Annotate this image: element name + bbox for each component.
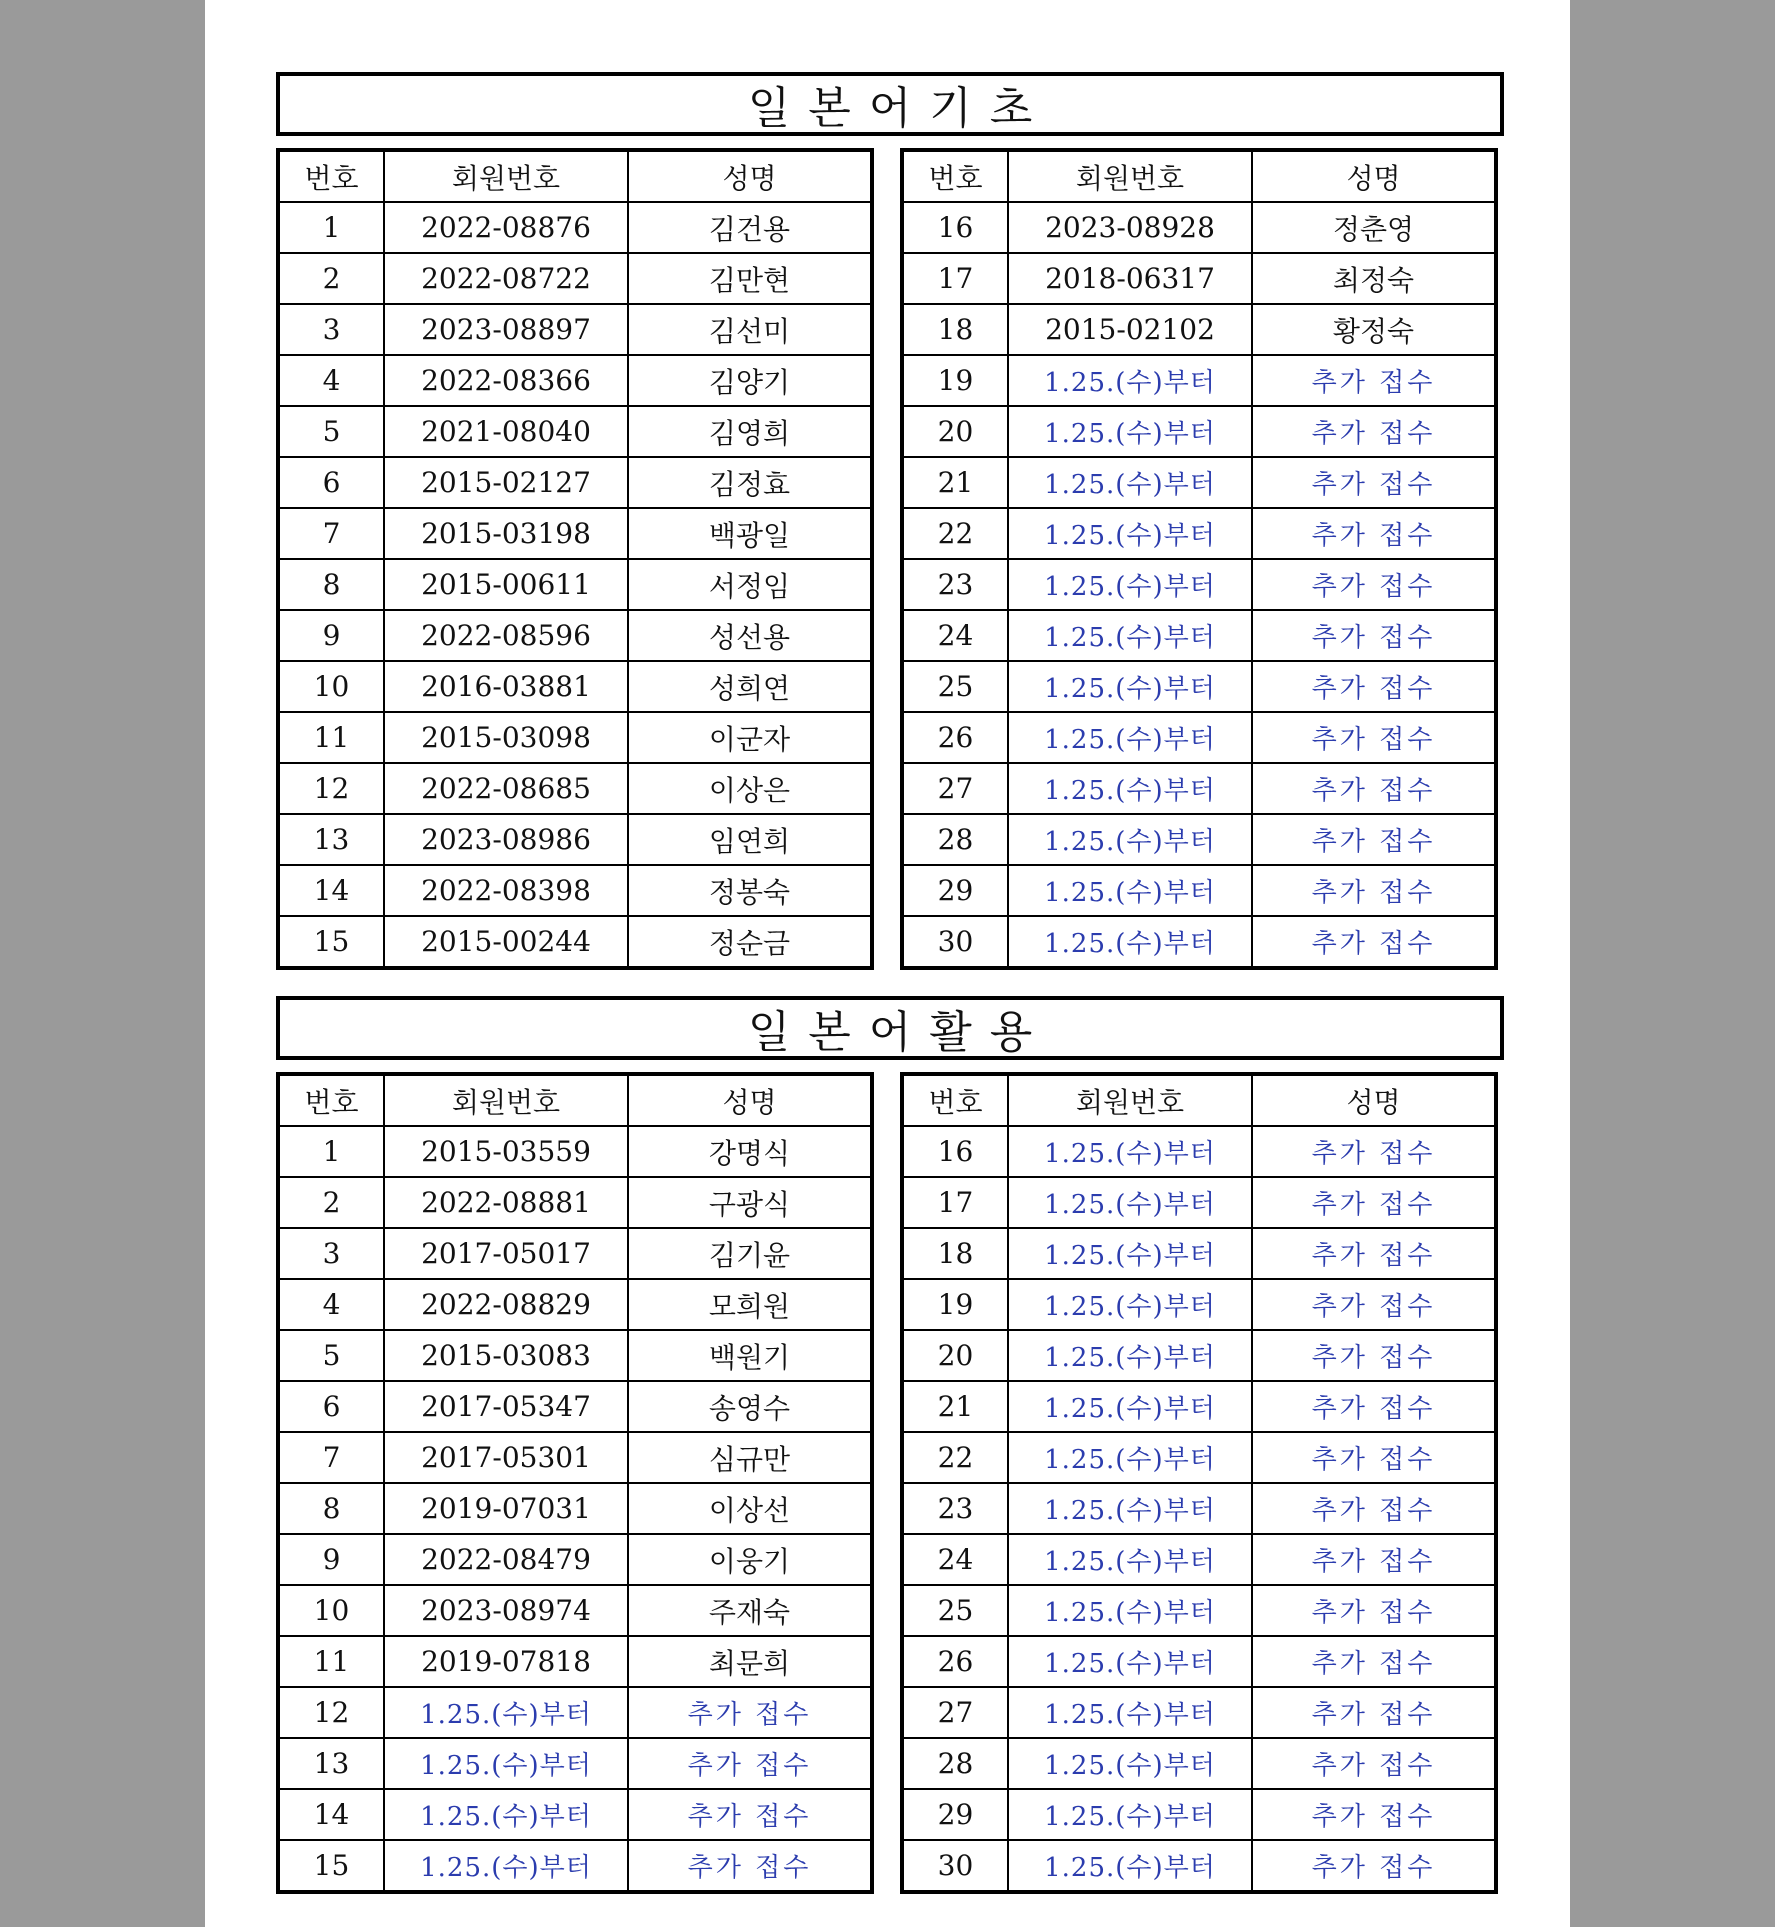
member-name: 김기윤: [628, 1228, 872, 1279]
table-row: [278, 1840, 872, 1892]
table-row: [278, 355, 872, 406]
table-header-row: [902, 150, 1496, 202]
member-name: 추가 접수: [1252, 763, 1496, 814]
table-header-row: [902, 1074, 1496, 1126]
row-number: 21: [902, 457, 1008, 508]
header-name: 성명: [1252, 150, 1496, 202]
member-id: 1.25.(수)부터: [1008, 916, 1252, 968]
member-id: 2016-03881: [384, 661, 628, 712]
member-id: 1.25.(수)부터: [1008, 865, 1252, 916]
member-id: 1.25.(수)부터: [1008, 712, 1252, 763]
member-name: 추가 접수: [628, 1687, 872, 1738]
document-page: [205, 0, 1570, 1927]
member-id: 1.25.(수)부터: [1008, 1789, 1252, 1840]
member-id: 2017-05347: [384, 1381, 628, 1432]
member-name: 이상은: [628, 763, 872, 814]
table-header-row: [278, 1074, 872, 1126]
table-row: [902, 253, 1496, 304]
header-number: 번호: [278, 1074, 384, 1126]
table-row: [278, 865, 872, 916]
member-name: 정순금: [628, 916, 872, 968]
table-row: [902, 202, 1496, 253]
member-name: 주재숙: [628, 1585, 872, 1636]
table-row: [902, 712, 1496, 763]
header-name: 성명: [628, 150, 872, 202]
section-title: 일본어기초: [276, 72, 1504, 136]
member-id: 2015-03098: [384, 712, 628, 763]
table-row: [278, 508, 872, 559]
row-number: 26: [902, 1636, 1008, 1687]
table-row: [902, 814, 1496, 865]
member-name: 김양기: [628, 355, 872, 406]
member-id: 2022-08829: [384, 1279, 628, 1330]
header-name: 성명: [1252, 1074, 1496, 1126]
member-name: 추가 접수: [1252, 1177, 1496, 1228]
member-name: 추가 접수: [1252, 1789, 1496, 1840]
member-id: 1.25.(수)부터: [1008, 559, 1252, 610]
table-row: [278, 1279, 872, 1330]
table-row: [902, 304, 1496, 355]
table-row: [278, 661, 872, 712]
member-id: 2022-08881: [384, 1177, 628, 1228]
table-row: [278, 610, 872, 661]
row-number: 1: [278, 1126, 384, 1177]
roster-table-right: [900, 1072, 1498, 1894]
member-name: 이웅기: [628, 1534, 872, 1585]
member-id: 1.25.(수)부터: [1008, 1177, 1252, 1228]
member-id: 1.25.(수)부터: [1008, 1636, 1252, 1687]
member-id: 1.25.(수)부터: [1008, 457, 1252, 508]
table-row: [278, 559, 872, 610]
member-id: 2022-08398: [384, 865, 628, 916]
member-id: 1.25.(수)부터: [1008, 814, 1252, 865]
table-row: [278, 253, 872, 304]
row-number: 22: [902, 1432, 1008, 1483]
member-id: 2021-08040: [384, 406, 628, 457]
roster-tables: [276, 148, 1504, 960]
table-row: [902, 916, 1496, 968]
member-name: 최문희: [628, 1636, 872, 1687]
row-number: 7: [278, 1432, 384, 1483]
member-name: 황정숙: [1252, 304, 1496, 355]
member-name: 추가 접수: [1252, 1432, 1496, 1483]
member-name: 추가 접수: [1252, 1687, 1496, 1738]
row-number: 9: [278, 610, 384, 661]
table-row: [278, 1789, 872, 1840]
table-row: [278, 1126, 872, 1177]
table-row: [902, 1840, 1496, 1892]
row-number: 19: [902, 355, 1008, 406]
table-row: [902, 457, 1496, 508]
row-number: 13: [278, 1738, 384, 1789]
member-id: 2019-07818: [384, 1636, 628, 1687]
member-name: 김만현: [628, 253, 872, 304]
table-row: [902, 355, 1496, 406]
row-number: 28: [902, 1738, 1008, 1789]
row-number: 6: [278, 457, 384, 508]
table-row: [902, 763, 1496, 814]
header-name: 성명: [628, 1074, 872, 1126]
table-row: [902, 1789, 1496, 1840]
table-row: [278, 1585, 872, 1636]
member-id: 2022-08876: [384, 202, 628, 253]
header-member-id: 회원번호: [384, 150, 628, 202]
table-row: [902, 865, 1496, 916]
row-number: 14: [278, 865, 384, 916]
row-number: 21: [902, 1381, 1008, 1432]
row-number: 26: [902, 712, 1008, 763]
row-number: 28: [902, 814, 1008, 865]
table-row: [902, 1228, 1496, 1279]
member-name: 추가 접수: [1252, 916, 1496, 968]
member-name: 추가 접수: [1252, 712, 1496, 763]
roster-table-right: [900, 148, 1498, 970]
table-row: [278, 1687, 872, 1738]
row-number: 27: [902, 763, 1008, 814]
table-row: [278, 814, 872, 865]
member-name: 추가 접수: [628, 1789, 872, 1840]
row-number: 12: [278, 763, 384, 814]
member-name: 구광식: [628, 1177, 872, 1228]
row-number: 7: [278, 508, 384, 559]
member-id: 1.25.(수)부터: [1008, 355, 1252, 406]
member-id: 2023-08986: [384, 814, 628, 865]
member-name: 추가 접수: [1252, 1636, 1496, 1687]
member-id: 1.25.(수)부터: [1008, 763, 1252, 814]
member-name: 추가 접수: [1252, 1228, 1496, 1279]
member-name: 김영희: [628, 406, 872, 457]
member-name: 추가 접수: [1252, 355, 1496, 406]
member-name: 추가 접수: [1252, 1279, 1496, 1330]
member-name: 추가 접수: [628, 1840, 872, 1892]
member-id: 1.25.(수)부터: [1008, 1279, 1252, 1330]
table-row: [278, 1228, 872, 1279]
row-number: 17: [902, 1177, 1008, 1228]
row-number: 30: [902, 1840, 1008, 1892]
row-number: 29: [902, 1789, 1008, 1840]
member-id: 1.25.(수)부터: [1008, 1228, 1252, 1279]
row-number: 24: [902, 610, 1008, 661]
member-name: 추가 접수: [1252, 610, 1496, 661]
header-member-id: 회원번호: [384, 1074, 628, 1126]
member-name: 추가 접수: [628, 1738, 872, 1789]
member-id: 1.25.(수)부터: [1008, 1534, 1252, 1585]
member-name: 추가 접수: [1252, 1381, 1496, 1432]
member-name: 추가 접수: [1252, 457, 1496, 508]
row-number: 6: [278, 1381, 384, 1432]
member-name: 정춘영: [1252, 202, 1496, 253]
table-row: [278, 712, 872, 763]
header-number: 번호: [902, 150, 1008, 202]
row-number: 2: [278, 253, 384, 304]
member-name: 강명식: [628, 1126, 872, 1177]
member-id: 2015-00611: [384, 559, 628, 610]
member-id: 1.25.(수)부터: [1008, 1687, 1252, 1738]
row-number: 16: [902, 1126, 1008, 1177]
member-name: 심규만: [628, 1432, 872, 1483]
member-id: 2022-08366: [384, 355, 628, 406]
row-number: 30: [902, 916, 1008, 968]
table-row: [278, 1738, 872, 1789]
table-row: [278, 916, 872, 968]
row-number: 16: [902, 202, 1008, 253]
member-name: 추가 접수: [1252, 1126, 1496, 1177]
header-member-id: 회원번호: [1008, 150, 1252, 202]
row-number: 25: [902, 1585, 1008, 1636]
member-id: 2015-03083: [384, 1330, 628, 1381]
row-number: 5: [278, 406, 384, 457]
member-id: 1.25.(수)부터: [1008, 610, 1252, 661]
member-name: 추가 접수: [1252, 1840, 1496, 1892]
table-row: [278, 457, 872, 508]
member-name: 추가 접수: [1252, 1330, 1496, 1381]
row-number: 2: [278, 1177, 384, 1228]
member-id: 1.25.(수)부터: [1008, 1432, 1252, 1483]
member-id: 1.25.(수)부터: [1008, 1840, 1252, 1892]
member-name: 김정효: [628, 457, 872, 508]
table-row: [902, 1483, 1496, 1534]
member-id: 2023-08974: [384, 1585, 628, 1636]
row-number: 4: [278, 1279, 384, 1330]
row-number: 24: [902, 1534, 1008, 1585]
row-number: 27: [902, 1687, 1008, 1738]
row-number: 10: [278, 1585, 384, 1636]
table-row: [902, 1636, 1496, 1687]
member-name: 백원기: [628, 1330, 872, 1381]
row-number: 3: [278, 1228, 384, 1279]
row-number: 18: [902, 304, 1008, 355]
member-id: 2018-06317: [1008, 253, 1252, 304]
table-row: [902, 508, 1496, 559]
member-id: 2017-05017: [384, 1228, 628, 1279]
table-row: [278, 202, 872, 253]
member-name: 성희연: [628, 661, 872, 712]
member-name: 김선미: [628, 304, 872, 355]
table-row: [278, 1636, 872, 1687]
table-row: [278, 1330, 872, 1381]
member-id: 2022-08722: [384, 253, 628, 304]
member-name: 추가 접수: [1252, 1738, 1496, 1789]
member-name: 성선용: [628, 610, 872, 661]
member-id: 1.25.(수)부터: [1008, 1126, 1252, 1177]
row-number: 8: [278, 559, 384, 610]
member-id: 2015-02102: [1008, 304, 1252, 355]
member-name: 서정임: [628, 559, 872, 610]
row-number: 22: [902, 508, 1008, 559]
row-number: 15: [278, 1840, 384, 1892]
row-number: 11: [278, 712, 384, 763]
row-number: 29: [902, 865, 1008, 916]
table-row: [278, 763, 872, 814]
member-name: 최정숙: [1252, 253, 1496, 304]
member-id: 2019-07031: [384, 1483, 628, 1534]
row-number: 17: [902, 253, 1008, 304]
table-row: [902, 1534, 1496, 1585]
row-number: 23: [902, 559, 1008, 610]
member-name: 추가 접수: [1252, 865, 1496, 916]
table-row: [902, 1177, 1496, 1228]
row-number: 20: [902, 1330, 1008, 1381]
roster-table-left: [276, 148, 874, 970]
member-name: 추가 접수: [1252, 661, 1496, 712]
member-id: 2023-08897: [384, 304, 628, 355]
row-number: 23: [902, 1483, 1008, 1534]
member-id: 1.25.(수)부터: [1008, 1381, 1252, 1432]
table-row: [278, 304, 872, 355]
member-name: 김건용: [628, 202, 872, 253]
row-number: 20: [902, 406, 1008, 457]
member-name: 추가 접수: [1252, 559, 1496, 610]
table-row: [902, 610, 1496, 661]
section-japanese-basic: [276, 72, 1504, 960]
member-name: 추가 접수: [1252, 508, 1496, 559]
header-number: 번호: [902, 1074, 1008, 1126]
member-name: 백광일: [628, 508, 872, 559]
member-name: 추가 접수: [1252, 814, 1496, 865]
header-member-id: 회원번호: [1008, 1074, 1252, 1126]
member-id: 1.25.(수)부터: [384, 1687, 628, 1738]
member-id: 2015-03559: [384, 1126, 628, 1177]
roster-tables: [276, 1072, 1504, 1883]
table-row: [902, 1585, 1496, 1636]
member-id: 2022-08596: [384, 610, 628, 661]
row-number: 25: [902, 661, 1008, 712]
row-number: 10: [278, 661, 384, 712]
table-row: [278, 1381, 872, 1432]
row-number: 18: [902, 1228, 1008, 1279]
row-number: 14: [278, 1789, 384, 1840]
member-id: 1.25.(수)부터: [1008, 1483, 1252, 1534]
table-row: [902, 1738, 1496, 1789]
member-id: 1.25.(수)부터: [384, 1738, 628, 1789]
row-number: 9: [278, 1534, 384, 1585]
member-id: 1.25.(수)부터: [1008, 1330, 1252, 1381]
member-id: 2017-05301: [384, 1432, 628, 1483]
section-title: 일본어활용: [276, 996, 1504, 1060]
table-row: [902, 406, 1496, 457]
member-name: 임연희: [628, 814, 872, 865]
row-number: 5: [278, 1330, 384, 1381]
member-id: 1.25.(수)부터: [1008, 1585, 1252, 1636]
table-row: [278, 1432, 872, 1483]
section-japanese-applied: [276, 996, 1504, 1883]
table-row: [902, 661, 1496, 712]
table-row: [902, 1432, 1496, 1483]
roster-table-left: [276, 1072, 874, 1894]
member-id: 2023-08928: [1008, 202, 1252, 253]
table-row: [902, 1330, 1496, 1381]
member-id: 2022-08685: [384, 763, 628, 814]
member-name: 추가 접수: [1252, 1534, 1496, 1585]
table-header-row: [278, 150, 872, 202]
member-id: 1.25.(수)부터: [384, 1789, 628, 1840]
row-number: 4: [278, 355, 384, 406]
table-row: [278, 1177, 872, 1228]
row-number: 15: [278, 916, 384, 968]
row-number: 12: [278, 1687, 384, 1738]
member-id: 1.25.(수)부터: [1008, 508, 1252, 559]
row-number: 13: [278, 814, 384, 865]
member-name: 정봉숙: [628, 865, 872, 916]
member-name: 모희원: [628, 1279, 872, 1330]
member-name: 송영수: [628, 1381, 872, 1432]
member-id: 1.25.(수)부터: [384, 1840, 628, 1892]
row-number: 1: [278, 202, 384, 253]
row-number: 19: [902, 1279, 1008, 1330]
member-name: 추가 접수: [1252, 1585, 1496, 1636]
table-row: [278, 1534, 872, 1585]
member-name: 이상선: [628, 1483, 872, 1534]
member-id: 2022-08479: [384, 1534, 628, 1585]
table-row: [902, 559, 1496, 610]
table-row: [902, 1381, 1496, 1432]
header-number: 번호: [278, 150, 384, 202]
table-row: [278, 406, 872, 457]
row-number: 11: [278, 1636, 384, 1687]
table-row: [902, 1687, 1496, 1738]
member-name: 이군자: [628, 712, 872, 763]
member-id: 1.25.(수)부터: [1008, 661, 1252, 712]
member-id: 1.25.(수)부터: [1008, 1738, 1252, 1789]
member-id: 2015-03198: [384, 508, 628, 559]
member-id: 2015-00244: [384, 916, 628, 968]
row-number: 8: [278, 1483, 384, 1534]
member-name: 추가 접수: [1252, 1483, 1496, 1534]
member-id: 1.25.(수)부터: [1008, 406, 1252, 457]
member-id: 2015-02127: [384, 457, 628, 508]
table-row: [902, 1126, 1496, 1177]
row-number: 3: [278, 304, 384, 355]
member-name: 추가 접수: [1252, 406, 1496, 457]
table-row: [902, 1279, 1496, 1330]
table-row: [278, 1483, 872, 1534]
